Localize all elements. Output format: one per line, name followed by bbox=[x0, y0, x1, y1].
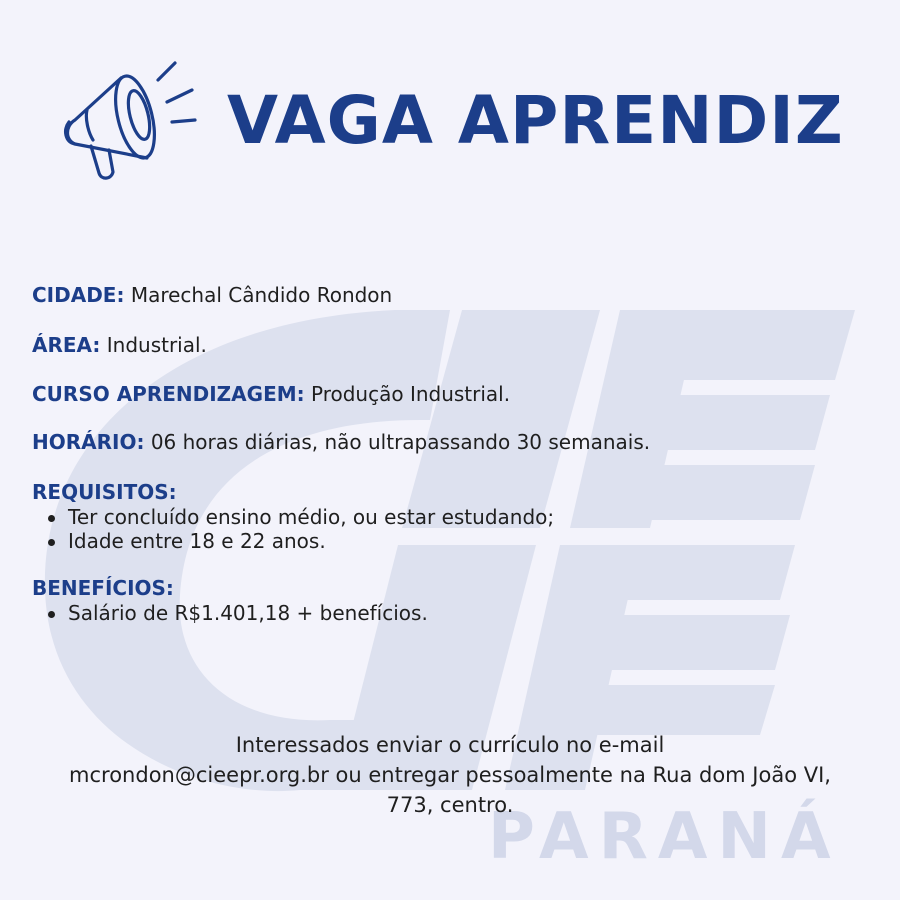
field-curso bbox=[32, 381, 852, 407]
beneficios-label: BENEFÍCIOS: bbox=[32, 576, 174, 600]
contact-info bbox=[30, 730, 870, 820]
field-horario-label: HORÁRIO: bbox=[32, 430, 145, 454]
field-curso-value: Produção Industrial. bbox=[304, 382, 511, 406]
field-area-label: ÁREA: bbox=[32, 333, 101, 357]
list-item: Salário de R$1.401,18 + benefícios. bbox=[68, 601, 852, 625]
field-curso-label: CURSO APRENDIZAGEM: bbox=[32, 382, 305, 406]
list-item: Idade entre 18 e 22 anos. bbox=[68, 529, 852, 553]
field-cidade-value: Marechal Cândido Rondon bbox=[124, 283, 393, 307]
job-details bbox=[32, 282, 852, 625]
contact-line-2: mcrondon@cieepr.org.br ou entregar pessoalmente na Rua dom João VI, bbox=[69, 763, 831, 787]
beneficios-list bbox=[32, 601, 852, 625]
list-item: Ter concluído ensino médio, ou estar estudando; bbox=[68, 505, 852, 529]
page-title: VAGA APRENDIZ bbox=[227, 82, 844, 159]
contact-line-3: 773, centro. bbox=[386, 793, 514, 817]
watermark-region-text: PARANÁ bbox=[488, 800, 841, 874]
field-area-value: Industrial. bbox=[100, 333, 207, 357]
requisitos-section bbox=[32, 479, 852, 553]
contact-line-1: Interessados enviar o currículo no e-mail bbox=[235, 733, 665, 757]
beneficios-section bbox=[32, 575, 852, 625]
field-area bbox=[32, 332, 852, 358]
field-horario bbox=[32, 429, 852, 455]
field-cidade-label: CIDADE: bbox=[32, 283, 125, 307]
field-cidade bbox=[32, 282, 852, 308]
header bbox=[55, 60, 844, 185]
requisitos-list bbox=[32, 505, 852, 553]
megaphone-icon bbox=[55, 60, 205, 185]
requisitos-label: REQUISITOS: bbox=[32, 480, 177, 504]
field-horario-value: 06 horas diárias, não ultrapassando 30 semanais. bbox=[144, 430, 651, 454]
